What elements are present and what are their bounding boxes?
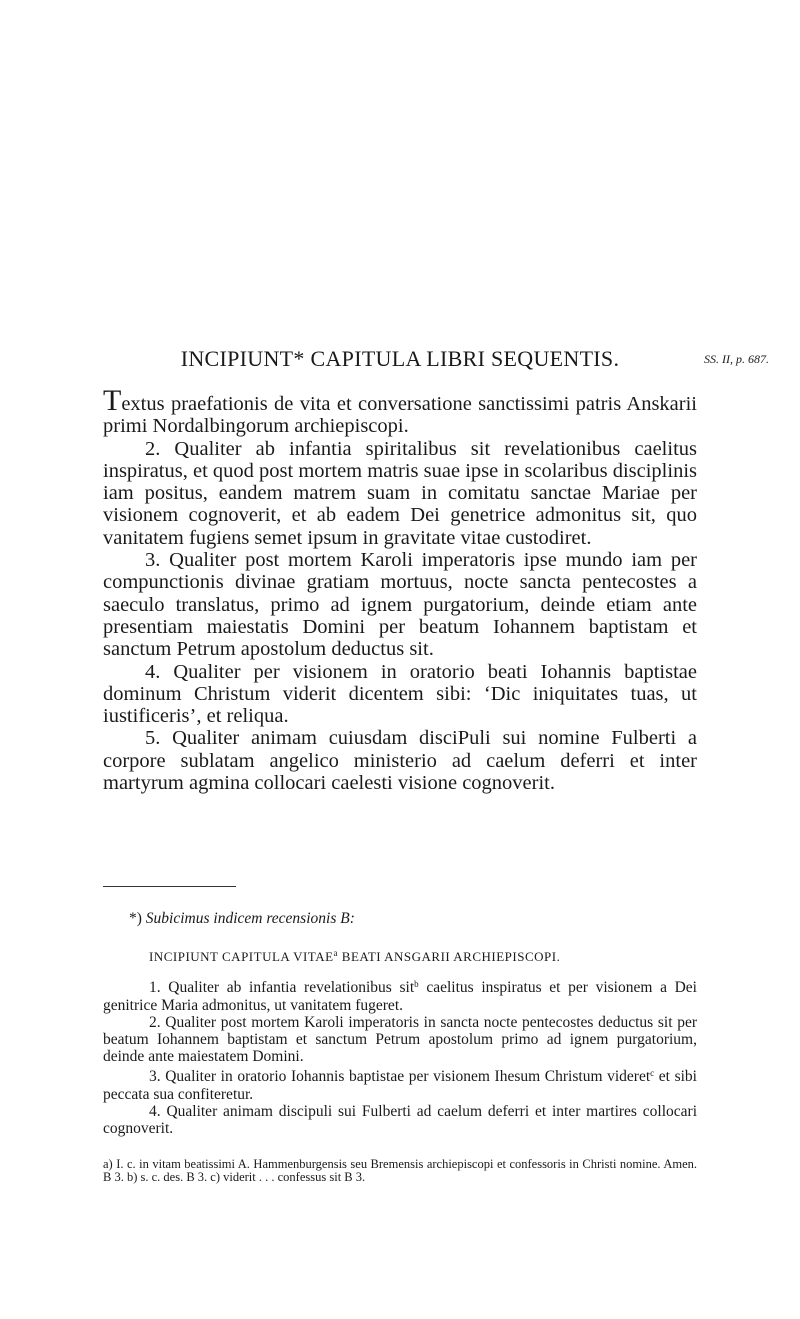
chapter-2-paragraph: 2. Qualiter ab infantia spiritalibus sit revelationibus caelitus inspiratus, et quod post mortem matris suae ipse in scolaribus disciplinis iam positus, eandem matrem suam in comitatu sanctae Mariae per visionem cognoverit, et ab eadem Dei genetrice admonitus sit, quo vanitatem fugiens semet ipsum in gravitate vitae custodiret. [103,437,697,549]
recension-heading: INCIPIUNT CAPITULA VITAE$^a$ BEATI ANSGARII ARCHIEPISCOPI. [149,948,561,965]
footnote-intro: *) Subicimus indicem recensionis B: [129,910,355,927]
critical-apparatus [103,1158,697,1185]
preface-paragraph: Textus praefationis de vita et conversatione sanctissimi patris Anskarii primi Nordalbingorum archiepiscopi. [103,384,697,438]
chapter-3-paragraph: 3. Qualiter post mortem Karoli imperatoris ipse mundo iam per compunctionis divinae gratiam mortuus, nocte sancta pentecostes a saeculo translatus, primo ad ignem purgatorium, deinde etiam ante presentiam maiestatis Domini per beatum Iohannem baptistam et sanctum Petrum apostolum deductus sit. [103,549,697,661]
recension-item-3: 3. Qualiter in oratorio Iohannis baptistae per visionem Ihesum Christum videret$^c$ et sibi peccata sua confiteretur. [103,1068,697,1103]
recension-item-1: 1. Qualiter ab infantia revelationibus sit$^b$ caelitus inspiratus et per visionem a Dei genitrice Maria admonitus, ut vanitatem fugeret. [103,979,697,1014]
footnote-section [103,910,697,1137]
chapter-list [103,384,697,795]
recension-item-2: 2. Qualiter post mortem Karoli imperatoris in sancta nocte pentecostes deductus sit per beatum Iohannem baptistam et sanctum Petrum apostolum primo ad ignem purgatorium, deinde ante maiestatem Domini. [103,1013,697,1066]
footnote-divider [103,886,236,887]
chapter-5-paragraph: 5. Qualiter animam cuiusdam disciPuli sui nomine Fulberti a corpore sublatam angelico ministerio ad caelum deferri et inter martyrum agmina collocari caelesti visione cognoverit. [103,727,697,795]
chapter-heading: INCIPIUNT* CAPITULA LIBRI SEQUENTIS. [180,346,620,371]
note-marker-c: c [650,1068,655,1079]
drop-cap: T [103,384,122,417]
chapter-4-paragraph: 4. Qualiter per visionem in oratorio beati Iohannis baptistae dominum Christum viderit dicentem sibi: ‘Dic iniquitates tuas, ut iustificeris’, et reliqua. [103,660,697,728]
note-marker-b: b [414,979,419,990]
apparatus-text: a) I. c. in vitam beatissimi A. Hammenburgensis seu Bremensis archiepiscopi et confessoris in Christi nomine. Amen. B 3. b) s. c. des. B 3. c) viderit . . . confessus sit B 3. [103,1157,697,1185]
margin-reference: SS. II, p. 687. [704,352,769,366]
note-marker-a: a [333,948,339,959]
recension-item-4: 4. Qualiter animam discipuli sui Fulberti ad caelum deferri et inter martires collocari cognoverit. [103,1102,697,1138]
